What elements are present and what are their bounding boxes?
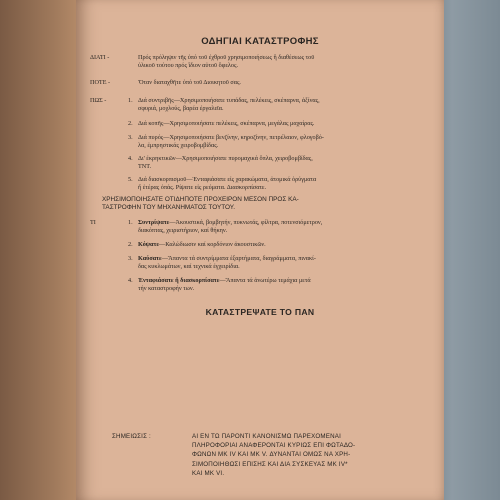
how-item-line: Δι' ἐκρηκτικῶν—Χρησιμοποιήσατε πυρομαχικά ὅπλα, χειροβομβίδας, [138, 155, 313, 162]
how-item-line: ἤ ἑτέρας ὀπάς. Ρίψατε εἰς ρεύματα. Διασκορπίσατε. [138, 184, 267, 192]
how-item-line: σφυριά, μοχλούς, βαρέα ἐργαλεῖα. [138, 105, 224, 113]
document-page [76, 0, 444, 500]
page-title: ΟΔΗΓΙΑΙ ΚΑΤΑΣΤΡΟΦΗΣ [201, 36, 319, 47]
how-item-line: λα, ἐμπρηστικάς χειροβομβίδας. [138, 142, 219, 150]
note-line: ΠΛΗΡΟΦΟΡΙΑΙ ΑΝΑΦΕΡΟΝΤΑΙ ΚΥΡΙΩΣ ΕΠΙ ΦΩΤΑΔΟ- [192, 442, 356, 450]
section-how-label: ΠΩΣ - [90, 97, 107, 104]
note-line: ΚΑΙ ΜΚ VI. [192, 469, 225, 477]
what-item-line: —Καλώδιωσιν καί κορδόνιον ἀκουστικῶν. [159, 241, 266, 248]
how-item-number: 4. [128, 155, 133, 162]
how-item-number: 3. [128, 134, 133, 141]
section-why-line: ὑλικοῦ τούτου πρός ἴδιον αὐτοῦ ὄφελος. [138, 62, 239, 70]
what-item-line: —Ἀκουστικά, βομβητήν, πυκνωτάς, φίλτρα, ποτενσιόμετρον, [169, 219, 323, 226]
what-item-action: Ἐνταφιάσατε ἤ διασκορπίσατε [138, 277, 220, 284]
how-item-line: TNT. [138, 163, 152, 171]
section-when-line: Ὅταν διαταχθῆτε ὑπό τοῦ Διοικητοῦ σας. [138, 79, 241, 86]
section-what-label: ΤΙ [90, 219, 96, 226]
how-item-line: Διά συντριβῆς—Χρησιμοποιήσατε τυπάδας, πελέκεις, σκέπαρνα, ἀξίνας, [138, 97, 320, 104]
notice-line: ΧΡΗΣΙΜΟΠΟΙΗΣΑΤΕ ΟΤΙΔΗΠΟΤΕ ΠΡΟΧΕΙΡΟΝ ΜΕΣΟΝ ΠΡΟΣ ΚΑ- [102, 196, 299, 203]
what-item-number: 3. [128, 255, 133, 262]
note-label: ΣΗΜΕΙΩΣΙΣ : [112, 433, 151, 440]
what-item-line: τήν καταστροφήν των. [138, 285, 195, 293]
what-item-line: —Ἅπαντα τά ἀνωτέρω τεμάχια μετά [219, 277, 311, 284]
destroy-all-heading: ΚΑΤΑΣΤΡΕΨΑΤΕ ΤΟ ΠΑΝ [205, 307, 315, 317]
how-item-number: 1. [128, 97, 133, 104]
section-why-label: ΔΙΑΤΙ - [90, 54, 110, 61]
what-item-action: Καύσατε [138, 255, 162, 262]
what-item-number: 4. [128, 277, 133, 284]
how-item-line: Διά κοπῆς—Χρησιμοποιήσατε πελέκεις, σκέπαρνα, μεγάλας μαχαίρας. [138, 120, 315, 127]
section-why-line: Πρός πρόληψιν τῆς ὑπό τοῦ ἐχθροῦ χρησιμοποιήσεως ἤ διαθέσεως τοῦ [138, 54, 315, 61]
what-item-number: 1. [128, 219, 133, 226]
what-item-number: 2. [128, 241, 133, 248]
what-item-action: Συντρίψατε [138, 219, 170, 226]
note-line: ΦΩΝΩΝ ΜΚ IV ΚΑΙ ΜΚ V. ΔΥΝΑΝΤΑΙ ΟΜΩΣ ΝΑ ΧΡΗ- [192, 451, 351, 459]
how-item-number: 5. [128, 176, 133, 183]
what-item-action: Κόψατε [138, 241, 159, 248]
note-line: ΑΙ ΕΝ ΤΩ ΠΑΡΟΝΤΙ ΚΑΝΟΝΙΣΜΩ ΠΑΡΕΧΟΜΕΝΑΙ [192, 433, 342, 440]
what-item-line: διακόπτας, χειριστήριον, καί θήκην. [138, 227, 228, 235]
what-item-line: δας κυκλωμάτων, καί τεχνικά ἐγχειρίδια. [138, 263, 240, 271]
how-item-line: Διά διασκορπισμοῦ—Ἐνταφιάσατε εἰς χαρακώματα, ἀτομικά ὀρύγματα [138, 176, 317, 183]
what-item-line: —Ἅπαντα τά συντρίμματα ἐξαρτήματα, διαγράμματα, πινακί- [161, 255, 316, 262]
note-line: ΣΙΜΟΠΟΙΗΘΩΣΙ ΕΠΙΣΗΣ ΚΑΙ ΔΙΑ ΣΥΣΚΕΥΑΣ ΜΚ IV* [192, 460, 348, 468]
how-item-line: Διά πυρός—Χρησιμοποιήσατε βενζίνην, κηροζίνην, πετρέλαιον, φλογοβό- [138, 134, 324, 141]
notice-text [102, 196, 432, 213]
section-when-label: ΠΟΤΕ - [90, 79, 111, 86]
how-item-number: 2. [128, 120, 133, 127]
notice-line: ΤΑΣΤΡΟΦΗΝ ΤΟΥ ΜΗΧΑΝΗΜΑΤΟΣ ΤΟΥΤΟΥ. [102, 204, 236, 212]
left-page-edge [0, 0, 78, 500]
